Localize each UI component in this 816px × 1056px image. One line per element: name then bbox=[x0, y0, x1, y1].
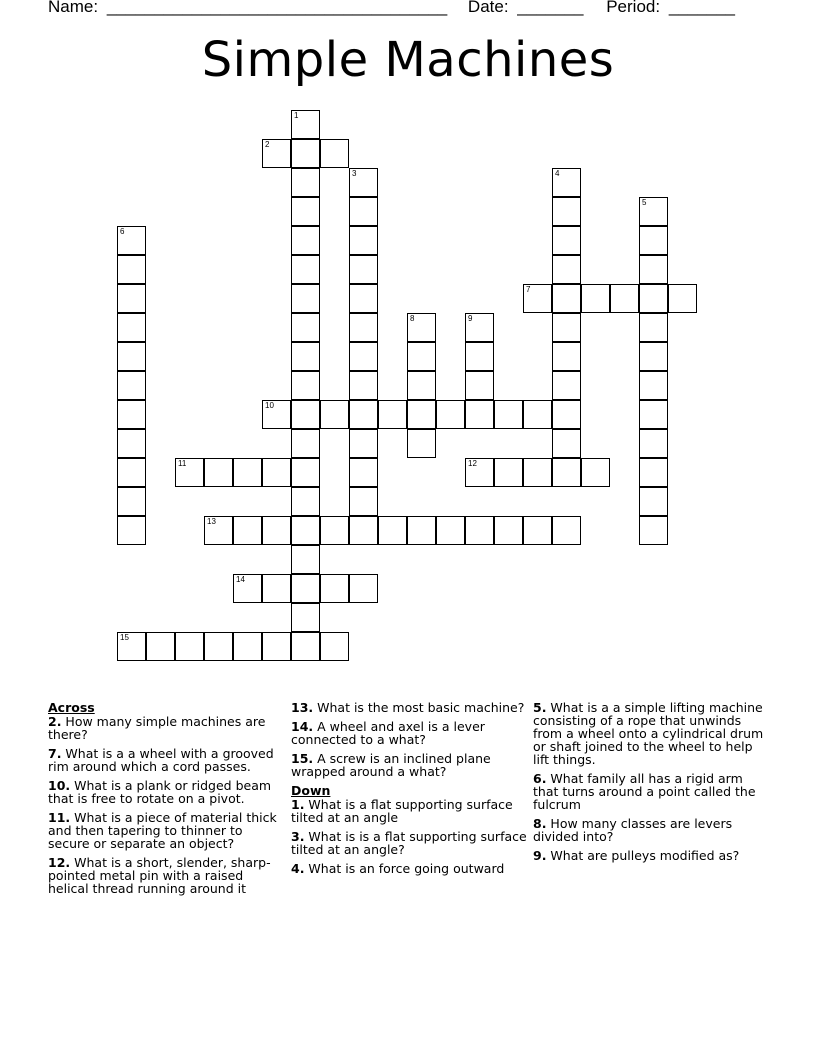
clue-number: 13. bbox=[291, 700, 314, 715]
clue-item bbox=[291, 862, 527, 875]
grid-cell[interactable] bbox=[552, 429, 581, 458]
grid-cell[interactable] bbox=[262, 632, 291, 661]
grid-cell[interactable] bbox=[552, 342, 581, 371]
clue-item bbox=[291, 798, 527, 824]
clue-item bbox=[291, 830, 527, 856]
grid-cell[interactable] bbox=[552, 516, 581, 545]
grid-cell[interactable] bbox=[639, 487, 668, 516]
grid-cell[interactable] bbox=[291, 168, 320, 197]
clue-number: 3. bbox=[291, 829, 305, 844]
grid-cell[interactable] bbox=[349, 284, 378, 313]
grid-cell[interactable] bbox=[262, 574, 291, 603]
grid-cell[interactable] bbox=[291, 400, 320, 429]
grid-cell[interactable] bbox=[291, 429, 320, 458]
down-heading: Down bbox=[291, 783, 331, 798]
grid-cell[interactable] bbox=[291, 545, 320, 574]
clue-item bbox=[291, 752, 527, 778]
clue-item bbox=[291, 720, 527, 746]
grid-cell[interactable] bbox=[407, 371, 436, 400]
clue-item bbox=[291, 701, 527, 714]
clue-number: 4. bbox=[291, 861, 305, 876]
grid-cell[interactable] bbox=[262, 400, 291, 429]
grid-cell[interactable] bbox=[639, 400, 668, 429]
grid-cell[interactable] bbox=[233, 516, 262, 545]
grid-cell[interactable] bbox=[552, 255, 581, 284]
cell-number: 7 bbox=[526, 284, 531, 294]
cell-number: 6 bbox=[120, 226, 125, 236]
grid-cell[interactable] bbox=[639, 313, 668, 342]
grid-cell[interactable] bbox=[262, 139, 291, 168]
clue-number: 15. bbox=[291, 751, 314, 766]
grid-cell[interactable] bbox=[349, 226, 378, 255]
grid-cell[interactable] bbox=[291, 342, 320, 371]
grid-cell[interactable] bbox=[407, 429, 436, 458]
grid-cell[interactable] bbox=[639, 255, 668, 284]
grid-cell[interactable] bbox=[175, 632, 204, 661]
grid-cell[interactable] bbox=[117, 371, 146, 400]
grid-cell[interactable] bbox=[291, 487, 320, 516]
grid-cell[interactable] bbox=[552, 226, 581, 255]
grid-cell[interactable] bbox=[639, 429, 668, 458]
clue-text: What is a plank or ridged beam that is free to rotate on a pivot. bbox=[48, 778, 272, 806]
cell-number: 10 bbox=[265, 400, 274, 410]
grid-cell[interactable] bbox=[291, 255, 320, 284]
grid-cell[interactable] bbox=[407, 342, 436, 371]
clue-text: What is is a flat supporting surface tilted at an angle? bbox=[291, 829, 527, 857]
page-title: Simple Machines bbox=[201, 32, 615, 88]
grid-cell[interactable] bbox=[291, 516, 320, 545]
clue-text: How many classes are levers divided into? bbox=[533, 816, 733, 844]
grid-cell[interactable] bbox=[639, 371, 668, 400]
clue-text: What is an force going outward bbox=[304, 861, 505, 876]
across-heading: Across bbox=[48, 700, 95, 715]
grid-cell[interactable] bbox=[291, 110, 320, 139]
grid-cell[interactable] bbox=[291, 139, 320, 168]
period-blank[interactable]: _______ bbox=[668, 0, 736, 16]
clue-number: 5. bbox=[533, 700, 547, 715]
grid-cell[interactable] bbox=[291, 371, 320, 400]
grid-cell[interactable] bbox=[378, 400, 407, 429]
grid-cell[interactable] bbox=[291, 603, 320, 632]
grid-cell[interactable] bbox=[117, 226, 146, 255]
grid-cell[interactable] bbox=[233, 458, 262, 487]
clue-text: What is a short, slender, sharp-pointed metal pin with a raised helical thread running around it bbox=[48, 855, 271, 896]
clue-item bbox=[533, 772, 769, 811]
grid-cell[interactable] bbox=[204, 516, 233, 545]
clue-item bbox=[533, 849, 769, 862]
grid-cell[interactable] bbox=[204, 458, 233, 487]
grid-cell[interactable] bbox=[378, 516, 407, 545]
grid-cell[interactable] bbox=[320, 400, 349, 429]
grid-cell[interactable] bbox=[117, 255, 146, 284]
grid-cell[interactable] bbox=[552, 197, 581, 226]
clue-number: 2. bbox=[48, 714, 62, 729]
clue-text: What are pulleys modified as? bbox=[546, 848, 740, 863]
clue-number: 11. bbox=[48, 810, 71, 825]
clues-column-3 bbox=[533, 701, 769, 868]
grid-cell[interactable] bbox=[320, 139, 349, 168]
grid-cell[interactable] bbox=[465, 342, 494, 371]
grid-cell[interactable] bbox=[349, 574, 378, 603]
grid-cell[interactable] bbox=[262, 516, 291, 545]
grid-cell[interactable] bbox=[117, 516, 146, 545]
grid-cell[interactable] bbox=[465, 313, 494, 342]
grid-cell[interactable] bbox=[320, 632, 349, 661]
grid-cell[interactable] bbox=[465, 516, 494, 545]
grid-cell[interactable] bbox=[117, 342, 146, 371]
grid-cell[interactable] bbox=[552, 284, 581, 313]
grid-cell[interactable] bbox=[117, 487, 146, 516]
grid-cell[interactable] bbox=[291, 313, 320, 342]
grid-cell[interactable] bbox=[552, 400, 581, 429]
grid-cell[interactable] bbox=[204, 632, 233, 661]
grid-cell[interactable] bbox=[349, 400, 378, 429]
grid-cell[interactable] bbox=[465, 458, 494, 487]
grid-cell[interactable] bbox=[349, 487, 378, 516]
clue-number: 6. bbox=[533, 771, 547, 786]
grid-cell[interactable] bbox=[523, 400, 552, 429]
grid-cell[interactable] bbox=[349, 255, 378, 284]
clue-text: What is a a simple lifting machine consisting of a rope that unwinds from a wheel onto a cylindrical drum or shaft joined to the wheel to help lift things. bbox=[533, 700, 764, 767]
grid-cell[interactable] bbox=[668, 284, 697, 313]
grid-cell[interactable] bbox=[494, 400, 523, 429]
clue-item bbox=[48, 779, 284, 805]
cell-number: 12 bbox=[468, 458, 477, 468]
grid-cell[interactable] bbox=[349, 168, 378, 197]
grid-cell[interactable] bbox=[407, 516, 436, 545]
grid-cell[interactable] bbox=[291, 632, 320, 661]
grid-cell[interactable] bbox=[465, 400, 494, 429]
grid-cell[interactable] bbox=[349, 429, 378, 458]
grid-cell[interactable] bbox=[349, 342, 378, 371]
clue-number: 10. bbox=[48, 778, 71, 793]
cell-number: 4 bbox=[555, 168, 560, 178]
grid-cell[interactable] bbox=[407, 313, 436, 342]
grid-cell[interactable] bbox=[523, 458, 552, 487]
grid-cell[interactable] bbox=[639, 342, 668, 371]
grid-cell[interactable] bbox=[552, 168, 581, 197]
clue-item bbox=[533, 817, 769, 843]
cell-number: 11 bbox=[178, 458, 187, 468]
clue-text: A screw is an inclined plane wrapped around a what? bbox=[291, 751, 491, 779]
grid-cell[interactable] bbox=[117, 458, 146, 487]
grid-cell[interactable] bbox=[320, 574, 349, 603]
grid-cell[interactable] bbox=[639, 226, 668, 255]
cell-number: 3 bbox=[352, 168, 357, 178]
clue-text: What is a flat supporting surface tilted at an angle bbox=[291, 797, 513, 825]
grid-cell[interactable] bbox=[233, 632, 262, 661]
grid-cell[interactable] bbox=[175, 458, 204, 487]
clue-text: How many simple machines are there? bbox=[48, 714, 266, 742]
cell-number: 8 bbox=[410, 313, 415, 323]
grid-cell[interactable] bbox=[523, 284, 552, 313]
grid-cell[interactable] bbox=[523, 516, 552, 545]
name-blank[interactable]: ____________________________________ bbox=[106, 0, 448, 16]
grid-cell[interactable] bbox=[291, 284, 320, 313]
grid-cell[interactable] bbox=[291, 197, 320, 226]
clue-number: 7. bbox=[48, 746, 62, 761]
grid-cell[interactable] bbox=[117, 429, 146, 458]
cell-number: 15 bbox=[120, 632, 129, 642]
clue-item bbox=[48, 747, 284, 773]
clue-text: What is the most basic machine? bbox=[313, 700, 525, 715]
grid-cell[interactable] bbox=[581, 284, 610, 313]
grid-cell[interactable] bbox=[291, 458, 320, 487]
grid-cell[interactable] bbox=[117, 632, 146, 661]
name-label: Name: bbox=[48, 0, 99, 16]
grid-cell[interactable] bbox=[262, 458, 291, 487]
grid-cell[interactable] bbox=[291, 226, 320, 255]
cell-number: 1 bbox=[294, 110, 299, 120]
grid-cell[interactable] bbox=[349, 313, 378, 342]
grid-cell[interactable] bbox=[436, 400, 465, 429]
grid-cell[interactable] bbox=[639, 284, 668, 313]
grid-cell[interactable] bbox=[117, 284, 146, 313]
grid-cell[interactable] bbox=[349, 197, 378, 226]
clue-number: 14. bbox=[291, 719, 314, 734]
grid-cell[interactable] bbox=[146, 632, 175, 661]
grid-cell[interactable] bbox=[349, 458, 378, 487]
date-label: Date: bbox=[467, 0, 509, 16]
clues-column-1 bbox=[48, 701, 284, 901]
grid-cell[interactable] bbox=[117, 400, 146, 429]
cell-number: 9 bbox=[468, 313, 473, 323]
clue-number: 12. bbox=[48, 855, 71, 870]
grid-cell[interactable] bbox=[436, 516, 465, 545]
clue-text: What is a piece of material thick and then tapering to thinner to secure or separate an object? bbox=[48, 810, 277, 851]
clue-number: 9. bbox=[533, 848, 547, 863]
date-blank[interactable]: _______ bbox=[517, 0, 584, 16]
grid-cell[interactable] bbox=[639, 197, 668, 226]
grid-cell[interactable] bbox=[552, 458, 581, 487]
grid-cell[interactable] bbox=[552, 371, 581, 400]
grid-cell[interactable] bbox=[320, 516, 349, 545]
grid-cell[interactable] bbox=[610, 284, 639, 313]
cell-number: 13 bbox=[207, 516, 216, 526]
clue-item bbox=[48, 811, 284, 850]
clue-text: What is a a wheel with a grooved rim around which a cord passes. bbox=[48, 746, 274, 774]
grid-cell[interactable] bbox=[349, 371, 378, 400]
cell-number: 14 bbox=[236, 574, 245, 584]
period-label: Period: bbox=[606, 0, 661, 16]
grid-cell[interactable] bbox=[494, 516, 523, 545]
cell-number: 2 bbox=[265, 139, 270, 149]
grid-cell[interactable] bbox=[291, 574, 320, 603]
clue-item bbox=[533, 701, 769, 766]
grid-cell[interactable] bbox=[494, 458, 523, 487]
grid-cell[interactable] bbox=[465, 371, 494, 400]
clue-item bbox=[48, 856, 284, 895]
grid-cell[interactable] bbox=[552, 313, 581, 342]
cell-number: 5 bbox=[642, 197, 647, 207]
clue-number: 8. bbox=[533, 816, 547, 831]
grid-cell[interactable] bbox=[407, 400, 436, 429]
clues-column-2 bbox=[291, 701, 527, 881]
grid-cell[interactable] bbox=[117, 313, 146, 342]
clue-text: A wheel and axel is a lever connected to a what? bbox=[291, 719, 485, 747]
clue-text: What family all has a rigid arm that turns around a point called the fulcrum bbox=[533, 771, 756, 812]
clue-number: 1. bbox=[291, 797, 305, 812]
grid-cell[interactable] bbox=[639, 458, 668, 487]
grid-cell[interactable] bbox=[639, 516, 668, 545]
grid-cell[interactable] bbox=[233, 574, 262, 603]
grid-cell[interactable] bbox=[581, 458, 610, 487]
clue-item bbox=[48, 715, 284, 741]
grid-cell[interactable] bbox=[349, 516, 378, 545]
